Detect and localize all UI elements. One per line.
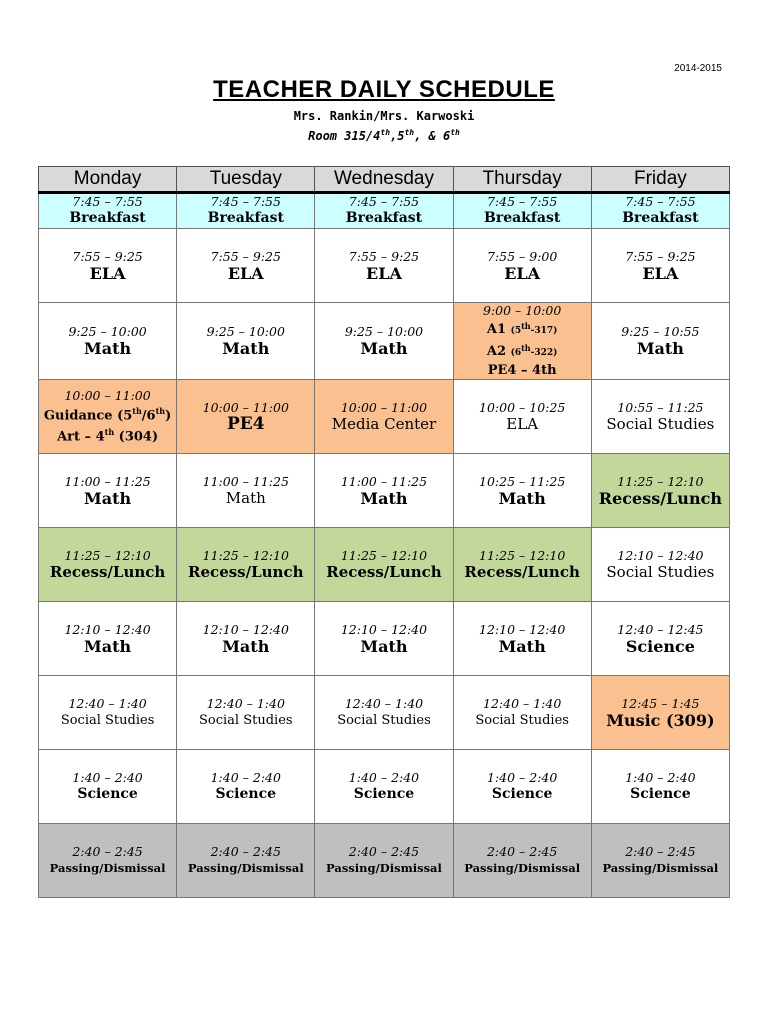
cell-label: Math [225, 488, 266, 507]
day-header-thursday: Thursday [453, 167, 591, 193]
schedule-row [39, 454, 730, 528]
schedule-cell [177, 602, 315, 676]
cell-time: 12:10 – 12:40 [202, 621, 289, 637]
schedule-cell [591, 193, 729, 229]
schedule-cell [177, 676, 315, 750]
cell-label: Math [222, 339, 270, 358]
schedule-cell-recess [177, 528, 315, 602]
schedule-cell-specials [453, 303, 591, 380]
schedule-row-dismissal [39, 824, 730, 898]
cell-time: 12:40 – 1:40 [344, 695, 424, 711]
a2-label: A2 [486, 344, 507, 359]
day-header-row [39, 167, 730, 193]
schedule-cell [453, 602, 591, 676]
page-title [0, 76, 768, 104]
pe4-line: PE4 – 4th [487, 363, 557, 378]
cell-time: 1:40 – 2:40 [348, 769, 420, 785]
schedule-cell [39, 303, 177, 380]
cell-time: 7:45 – 7:55 [72, 194, 143, 209]
guidance-pre: Guidance (5 [43, 408, 133, 423]
cell-time: 11:25 – 12:10 [617, 473, 704, 489]
guidance-sup-2: th [155, 405, 166, 416]
schedule-cell [39, 602, 177, 676]
cell-time: 10:55 – 11:25 [617, 399, 704, 415]
schedule-cell [315, 750, 453, 824]
room-sup-3: th [450, 128, 460, 137]
schedule-cell [177, 303, 315, 380]
schedule-row [39, 229, 730, 303]
cell-time: 9:00 – 10:00 [483, 303, 562, 318]
day-header-wednesday: Wednesday [315, 167, 453, 193]
schedule-cell [315, 303, 453, 380]
cell-time: 9:25 – 10:00 [206, 324, 285, 339]
cell-time: 11:25 – 12:10 [479, 547, 566, 563]
schedule-cell [453, 193, 591, 229]
cell-label: Science [215, 785, 277, 802]
guidance-post: ) [165, 408, 172, 423]
cell-label: PE4 [226, 413, 265, 434]
cell-time: 7:55 – 9:25 [625, 248, 696, 264]
cell-label: Math [636, 339, 684, 358]
cell-label: Science [491, 785, 553, 802]
cell-label: Passing/Dismissal [326, 860, 442, 875]
cell-time: 10:00 – 11:00 [340, 399, 428, 415]
cell-label: ELA [504, 263, 541, 283]
day-header-monday: Monday [39, 167, 177, 193]
schedule-row [39, 528, 730, 602]
cell-time: 9:25 – 10:00 [344, 324, 424, 339]
cell-label: Passing/Dismissal [187, 860, 304, 875]
cell-time: 1:40 – 2:40 [625, 769, 696, 785]
cell-label: Social Studies [475, 712, 569, 728]
guidance-line [41, 403, 174, 424]
cell-time: 12:10 – 12:40 [340, 621, 428, 637]
schedule-cell-recess [315, 528, 453, 602]
schedule-table [38, 166, 730, 898]
schedule-cell [315, 193, 453, 229]
schedule-cell [453, 229, 591, 303]
cell-label: ELA [642, 263, 679, 283]
schedule-row-breakfast [39, 193, 730, 229]
cell-time: 11:25 – 12:10 [64, 547, 151, 563]
cell-time: 7:45 – 7:55 [348, 194, 420, 209]
a2-detail-post: -322) [530, 348, 558, 358]
cell-time: 10:25 – 11:25 [479, 473, 566, 489]
cell-time: 12:10 – 12:40 [479, 621, 566, 637]
cell-time: 10:00 – 11:00 [202, 399, 289, 415]
a1-detail-pre: (5 [510, 326, 522, 336]
schedule-cell [591, 528, 729, 602]
schedule-cell [591, 750, 729, 824]
day-header-tuesday: Tuesday [177, 167, 315, 193]
cell-label: Recess/Lunch [188, 562, 304, 581]
cell-label: Science [353, 785, 415, 802]
cell-label: Social Studies [337, 712, 431, 728]
cell-label: Recess/Lunch [326, 562, 442, 581]
room-sup-2: th [404, 128, 415, 137]
schedule-cell-dismissal [315, 824, 453, 898]
schedule-cell [39, 676, 177, 750]
cell-label: Social Studies [606, 562, 715, 581]
schedule-cell-specials [315, 380, 453, 454]
cell-label: Breakfast [622, 210, 699, 226]
schedule-cell [39, 454, 177, 528]
cell-label: Science [625, 636, 695, 656]
cell-time: 12:10 – 12:40 [617, 547, 704, 563]
teacher-names: Mrs. Rankin/Mrs. Karwoski [293, 109, 475, 123]
a2-detail [510, 343, 558, 358]
schedule-cell-specials [591, 676, 729, 750]
cell-label: Passing/Dismissal [464, 860, 581, 875]
schedule-cell [315, 229, 453, 303]
cell-time: 2:40 – 2:45 [348, 843, 420, 859]
cell-label: ELA [89, 263, 126, 283]
cell-time: 2:40 – 2:45 [210, 843, 281, 859]
schedule-cell-dismissal [453, 824, 591, 898]
room-text-3: , & 6 [414, 129, 451, 143]
cell-label: Math [498, 488, 546, 508]
cell-time: 2:40 – 2:45 [486, 843, 558, 859]
cell-time: 9:25 – 10:55 [621, 324, 700, 339]
cell-time: 7:45 – 7:55 [486, 194, 558, 209]
cell-label: Social Studies [60, 712, 155, 728]
art-sup: th [104, 427, 115, 437]
cell-label: Math [84, 636, 132, 656]
cell-time: 7:55 – 9:25 [210, 248, 281, 264]
room-text-1: Room 315/4 [308, 129, 381, 143]
cell-time: 7:45 – 7:55 [625, 194, 696, 209]
art-pre: Art – 4 [57, 429, 105, 445]
guidance-mid: /6 [141, 408, 156, 423]
schedule-cell [453, 676, 591, 750]
room-info [0, 128, 768, 143]
cell-label: Media Center [331, 414, 437, 433]
cell-time: 12:40 – 1:40 [483, 695, 562, 711]
cell-time: 12:45 – 1:45 [621, 695, 700, 711]
schedule-cell [177, 229, 315, 303]
schedule-cell-dismissal [177, 824, 315, 898]
cell-label: Recess/Lunch [598, 488, 722, 508]
cell-label: Math [498, 636, 546, 656]
schedule-row [39, 602, 730, 676]
cell-label: Science [77, 785, 138, 802]
a1-detail-post: -317) [530, 326, 558, 336]
cell-label: Music (309) [606, 710, 715, 730]
cell-time: 2:40 – 2:45 [72, 843, 143, 859]
cell-time: 1:40 – 2:40 [72, 769, 143, 785]
cell-time: 1:40 – 2:40 [486, 769, 558, 785]
cell-label: Math [84, 488, 132, 508]
cell-time: 2:40 – 2:45 [625, 843, 696, 859]
schedule-cell-specials [39, 380, 177, 454]
cell-time: 7:55 – 9:25 [348, 248, 420, 264]
cell-time: 7:55 – 9:25 [72, 248, 143, 264]
cell-label: Math [222, 636, 270, 656]
schedule-cell [591, 303, 729, 380]
cell-label: Recess/Lunch [49, 562, 166, 581]
a1-line [456, 318, 589, 340]
cell-label: ELA [506, 414, 539, 433]
cell-label: Breakfast [345, 210, 423, 226]
cell-label: Breakfast [483, 210, 561, 226]
art-post: (304) [114, 429, 159, 445]
schedule-cell [177, 454, 315, 528]
cell-time: 10:00 – 10:25 [479, 399, 566, 415]
cell-time: 11:00 – 11:25 [340, 473, 428, 489]
cell-label: Recess/Lunch [464, 562, 580, 581]
schedule-cell [39, 750, 177, 824]
cell-label: Social Studies [606, 414, 715, 433]
cell-time: 12:40 – 1:40 [68, 695, 147, 711]
schedule-cell [315, 676, 453, 750]
schedule-cell-recess [453, 528, 591, 602]
cell-label: Social Studies [199, 712, 293, 728]
a1-sup: th [521, 321, 531, 331]
cell-label: Breakfast [207, 210, 284, 226]
cell-time: 11:00 – 11:25 [202, 473, 289, 489]
schedule-cell [39, 193, 177, 229]
cell-label: ELA [366, 263, 402, 283]
a2-sup: th [521, 343, 531, 353]
a1-label: A1 [486, 322, 507, 337]
a2-detail-pre: (6 [510, 348, 522, 358]
a1-detail [510, 321, 558, 336]
schedule-row [39, 303, 730, 380]
cell-time: 11:25 – 12:10 [340, 547, 428, 563]
cell-label: Math [360, 339, 408, 358]
cell-label: Passing/Dismissal [49, 860, 166, 875]
schedule-cell [453, 380, 591, 454]
cell-time: 11:00 – 11:25 [64, 473, 151, 489]
cell-label: Math [360, 488, 408, 508]
schedule-cell-dismissal [39, 824, 177, 898]
page-title-text: TEACHER DAILY SCHEDULE [213, 76, 555, 103]
art-line [41, 424, 174, 445]
schedule-cell [315, 602, 453, 676]
cell-label: Science [630, 785, 691, 802]
schedule-cell [177, 193, 315, 229]
schedule-row [39, 750, 730, 824]
schedule-cell [177, 750, 315, 824]
cell-time: 10:00 – 11:00 [64, 387, 151, 403]
cell-label: Math [84, 339, 132, 358]
schedule-cell-specials [177, 380, 315, 454]
cell-label: Math [360, 636, 408, 656]
school-year: 2014-2015 [674, 63, 722, 74]
schedule-cell [453, 454, 591, 528]
room-text-2: ,5 [390, 129, 405, 143]
cell-time: 1:40 – 2:40 [210, 769, 281, 785]
cell-label: Breakfast [69, 210, 146, 226]
schedule-cell [39, 229, 177, 303]
schedule-cell [453, 750, 591, 824]
schedule-cell [591, 602, 729, 676]
cell-time: 11:25 – 12:10 [202, 547, 289, 563]
schedule-row [39, 676, 730, 750]
cell-time: 9:25 – 10:00 [68, 324, 147, 339]
guidance-sup-1: th [132, 405, 142, 416]
cell-time: 7:55 – 9:00 [486, 248, 558, 264]
day-header-friday: Friday [591, 167, 729, 193]
schedule-cell [591, 229, 729, 303]
a2-line [456, 340, 589, 362]
cell-label: Passing/Dismissal [602, 860, 719, 875]
schedule-cell [315, 454, 453, 528]
schedule-cell-recess [591, 454, 729, 528]
cell-time: 7:45 – 7:55 [210, 194, 281, 209]
schedule-cell [591, 380, 729, 454]
schedule-cell-recess [39, 528, 177, 602]
cell-time: 12:40 – 1:40 [206, 695, 285, 711]
cell-time: 12:10 – 12:40 [64, 621, 151, 637]
cell-label: ELA [227, 263, 264, 283]
schedule-cell-dismissal [591, 824, 729, 898]
room-sup-1: th [380, 128, 391, 137]
cell-time: 12:40 – 12:45 [617, 621, 704, 637]
schedule-row [39, 380, 730, 454]
